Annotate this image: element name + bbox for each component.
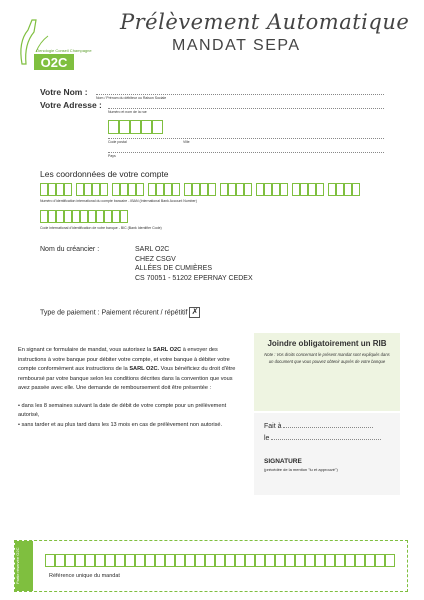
adresse-label: Votre Adresse : — [40, 100, 102, 110]
input-cell[interactable] — [385, 554, 395, 567]
cell-group — [328, 183, 360, 201]
input-cell[interactable] — [104, 210, 112, 223]
input-cell[interactable] — [84, 183, 92, 196]
input-cell[interactable] — [335, 554, 345, 567]
input-cell[interactable] — [145, 554, 155, 567]
signature-subtitle: (précédée de la mention "lu et approuvé") — [264, 467, 338, 472]
cell-group — [220, 183, 252, 201]
input-cell[interactable] — [292, 183, 300, 196]
creditor-label: Nom du créancier : — [40, 246, 100, 253]
logo-text: O2C — [40, 55, 68, 70]
pays-hint: Pays — [108, 154, 116, 158]
input-cell[interactable] — [184, 183, 192, 196]
input-cell[interactable] — [365, 554, 375, 567]
input-cell[interactable] — [205, 554, 215, 567]
input-cell[interactable] — [300, 183, 308, 196]
input-cell[interactable] — [76, 183, 84, 196]
input-cell[interactable] — [280, 183, 288, 196]
input-cell[interactable] — [92, 183, 100, 196]
input-cell[interactable] — [325, 554, 335, 567]
creditor-line: CHEZ CSGV — [135, 255, 176, 263]
page-title: Prélèvement Automatique — [120, 10, 410, 34]
input-cell[interactable] — [195, 554, 205, 567]
mandate-text — [18, 346, 240, 430]
input-cell[interactable] — [155, 554, 165, 567]
input-cell[interactable] — [256, 183, 264, 196]
input-cell[interactable] — [120, 210, 128, 223]
input-cell[interactable] — [265, 554, 275, 567]
reference-box — [14, 540, 408, 592]
input-cell[interactable] — [64, 210, 72, 223]
input-cell[interactable] — [65, 554, 75, 567]
code-postal-cells[interactable] — [108, 120, 163, 138]
input-cell[interactable] — [285, 554, 295, 567]
ville-hint: Ville — [183, 140, 190, 144]
input-cell[interactable] — [40, 210, 48, 223]
creditor-line: CS 70051 - 51202 EPERNAY CEDEX — [135, 274, 253, 282]
date-row[interactable] — [264, 435, 381, 442]
input-cell[interactable] — [45, 554, 55, 567]
mandate-bullet: • sans tarder et au plus tard dans les 13 mois en cas de prélèvement non autorisé. — [18, 421, 223, 428]
input-cell[interactable] — [236, 183, 244, 196]
cell-group — [256, 183, 288, 201]
creditor-line: ALLÉES DE CUMIÈRES — [135, 265, 213, 272]
payment-label: Type de paiement : Paiement récurent / répétitif — [40, 309, 188, 317]
input-cell[interactable] — [305, 554, 315, 567]
input-cell[interactable] — [125, 554, 135, 567]
mandate-p1-suffix: Vous bénéficiez du droit d'être remboursé par votre banque selon les conditions décrites dans la convention que vous avez passée avec elle. Une demande de remboursement doit être présentée : — [18, 366, 236, 391]
reference-cells[interactable] — [45, 554, 399, 572]
logo-subtitle: Oenologie Conseil Champagne — [36, 48, 92, 53]
input-cell[interactable] — [336, 183, 344, 196]
page-subtitle: MANDAT SEPA — [172, 37, 301, 54]
reserved-label: Partie réservée O2C — [15, 541, 33, 591]
input-cell[interactable] — [315, 554, 325, 567]
fait-a-row[interactable] — [264, 423, 373, 430]
input-cell[interactable] — [328, 183, 336, 196]
input-cell[interactable] — [345, 554, 355, 567]
input-cell[interactable] — [172, 183, 180, 196]
input-cell[interactable] — [105, 554, 115, 567]
input-cell[interactable] — [80, 210, 88, 223]
mandate-p1-middle: à envoyer des instructions à votre banque pour débiter votre compte, et votre banque à débiter votre compte conformément aux instructions de la — [18, 347, 230, 372]
input-cell[interactable] — [275, 554, 285, 567]
recurrent-checkbox[interactable]: ✗ — [189, 307, 200, 318]
input-cell[interactable] — [255, 554, 265, 567]
input-cell[interactable] — [308, 183, 316, 196]
company-name: SARL O2C — [152, 347, 182, 353]
nom-field[interactable] — [96, 94, 384, 95]
cell-group — [45, 554, 395, 572]
creditor-line: SARL O2C — [135, 246, 170, 253]
input-cell[interactable] — [165, 554, 175, 567]
bic-hint: Code international d'identification de votre banque - BIC (Bank Identifier Code) — [40, 226, 162, 230]
input-cell[interactable] — [96, 210, 104, 223]
input-cell[interactable] — [148, 183, 156, 196]
input-cell[interactable] — [352, 183, 360, 196]
input-cell[interactable] — [75, 554, 85, 567]
input-cell[interactable] — [185, 554, 195, 567]
o2c-logo — [14, 12, 92, 72]
adresse-hint: Numéro et nom de la rue — [108, 110, 147, 114]
input-cell[interactable] — [136, 183, 144, 196]
reference-caption: Référence unique du mandat — [49, 573, 120, 579]
input-cell[interactable] — [56, 183, 64, 196]
input-cell[interactable] — [112, 183, 120, 196]
input-cell[interactable] — [72, 210, 80, 223]
mandate-bullet: • dans les 8 semaines suivant la date de débit de votre compte pour un prélèvement autorisé, — [18, 402, 227, 418]
le-label: le — [264, 435, 270, 442]
input-cell[interactable] — [228, 183, 236, 196]
cell-group — [292, 183, 324, 201]
input-cell[interactable] — [272, 183, 280, 196]
rib-note: Note : Vos droits concernant le présent mandat sont expliqués dans un document que vous pouvez obtenir auprès de votre banque — [264, 352, 390, 364]
input-cell[interactable] — [316, 183, 324, 196]
company-name: SARL O2C. — [129, 366, 160, 372]
input-cell[interactable] — [175, 554, 185, 567]
input-cell[interactable] — [85, 554, 95, 567]
input-cell[interactable] — [112, 210, 120, 223]
input-cell[interactable] — [120, 183, 128, 196]
input-cell[interactable] — [100, 183, 108, 196]
input-cell[interactable] — [375, 554, 385, 567]
rib-box — [254, 333, 400, 411]
mandate-p1-prefix: En signant ce formulaire de mandat, vous autorisez la — [18, 347, 152, 353]
pays-field[interactable] — [108, 152, 384, 153]
rib-heading: Joindre obligatoirement un RIB — [267, 339, 387, 348]
code-postal-hint: Code postal — [108, 140, 127, 144]
input-cell[interactable] — [95, 554, 105, 567]
iban-hint: Numéro d'identification international du compte bancaire - IBAN (International Bank Account Number) — [40, 199, 197, 203]
input-cell[interactable] — [355, 554, 365, 567]
input-cell[interactable] — [128, 183, 136, 196]
creditor-address — [135, 245, 253, 283]
fait-a-label: Fait à — [264, 423, 282, 430]
code-postal-line[interactable] — [108, 138, 384, 139]
input-cell[interactable] — [40, 183, 48, 196]
input-cell[interactable] — [235, 554, 245, 567]
input-cell[interactable] — [115, 554, 125, 567]
input-cell[interactable] — [48, 210, 56, 223]
input-cell[interactable] — [208, 183, 216, 196]
adresse-field[interactable] — [108, 108, 384, 109]
nom-hint: Nom / Prénom du débiteur ou Raison Sociale — [96, 96, 167, 100]
nom-label: Votre Nom : — [40, 87, 88, 97]
input-cell[interactable] — [295, 554, 305, 567]
input-cell[interactable] — [88, 210, 96, 223]
input-cell[interactable] — [192, 183, 200, 196]
account-heading: Les coordonnées de votre compte — [40, 169, 169, 179]
payment-type — [40, 307, 200, 318]
input-cell[interactable] — [225, 554, 235, 567]
input-cell[interactable] — [344, 183, 352, 196]
input-cell[interactable] — [164, 183, 172, 196]
signature-box — [254, 413, 400, 495]
signature-title: SIGNATURE — [264, 458, 302, 465]
input-cell[interactable] — [48, 183, 56, 196]
input-cell[interactable] — [156, 183, 164, 196]
input-cell[interactable] — [215, 554, 225, 567]
input-cell[interactable] — [264, 183, 272, 196]
input-cell[interactable] — [200, 183, 208, 196]
input-cell[interactable] — [245, 554, 255, 567]
input-cell[interactable] — [244, 183, 252, 196]
input-cell[interactable] — [220, 183, 228, 196]
input-cell[interactable] — [135, 554, 145, 567]
input-cell[interactable] — [55, 554, 65, 567]
input-cell[interactable] — [56, 210, 64, 223]
input-cell[interactable] — [64, 183, 72, 196]
